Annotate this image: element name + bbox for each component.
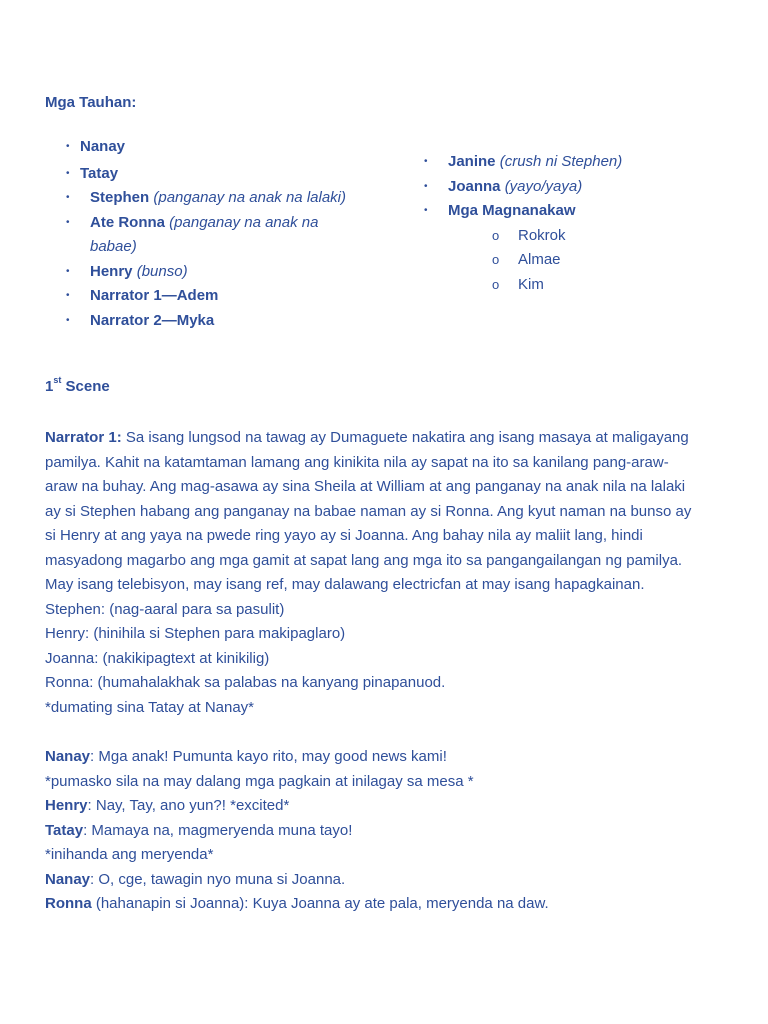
thief-name: Rokrok — [518, 226, 566, 244]
dialogue-text: : O, cge, tawagin nyo muna si Joanna. — [90, 870, 346, 888]
text-line: *dumating sina Tatay at Nanay* — [45, 698, 255, 716]
character-name: Narrator 1—Adem — [90, 287, 219, 304]
character-note: (panganay na anak na lalaki) — [153, 189, 346, 206]
dialogue-line — [45, 868, 735, 893]
character-name: Ate Ronna — [90, 213, 165, 231]
scene-title — [45, 375, 110, 395]
text-line: Ronna: (humahalakhak sa palabas na kanyang pinapanuod. — [45, 674, 446, 691]
character-name: Henry — [90, 262, 133, 280]
circle-bullet-icon: o — [492, 252, 500, 267]
list-item — [424, 199, 744, 224]
section-heading: Mga Tauhan: — [45, 94, 137, 111]
dialogue-line — [45, 892, 735, 917]
dialogue-line — [45, 794, 735, 819]
character-name: Joanna — [448, 177, 501, 195]
dialogue-line — [45, 745, 735, 770]
text-line: Joanna: (nakikipagtext at kinikilig) — [45, 649, 270, 667]
speaker-label: Nanay — [45, 870, 91, 888]
character-note: (bunso) — [136, 262, 188, 280]
text-line: si Henry at ang yaya na pwede ring yayo ay si Joanna. Ang bahay nila ay maliit lang, hindi — [45, 527, 643, 544]
speaker-label: Henry — [45, 797, 88, 814]
text-line: masyadong magarbo ang mga gamit at sapat lang ang mga ito sa pangangailangan ng pamilya. — [45, 551, 683, 569]
bullet-icon: • — [66, 290, 70, 301]
list-item — [424, 150, 744, 175]
text-line: May isang telebisyon, may isang ref, may dalawang electricfan at may isang hapagkainan. — [45, 576, 645, 593]
character-name: Stephen — [90, 189, 150, 206]
dialogue-text: : Mamaya na, magmeryenda muna tayo! — [83, 821, 353, 839]
dialogue-text: : Mga anak! Pumunta kayo rito, may good news kami! — [90, 748, 447, 765]
narration-first-line — [45, 426, 735, 451]
dialogue-text: (hahanapin si Joanna): Kuya Joanna ay ate pala, meryenda na daw. — [91, 895, 549, 912]
text-line: pamilya. Kahit na katamtaman lamang ang kinikita nila ay sapat na ito sa kanilang pang-araw- — [45, 453, 669, 471]
bullet-icon: • — [66, 192, 70, 203]
list-item — [66, 211, 386, 260]
sub-list-item — [494, 224, 744, 249]
text-line: Sa isang lungsod na tawag ay Dumaguete nakatira ang isang masaya at maligayang — [125, 429, 689, 446]
narration-block — [45, 426, 735, 720]
character-name: Nanay — [80, 138, 126, 155]
text-line: ay si Stephen habang ang panganay na babae naman ay si Ronna. Ang kyut naman na bunso ay — [45, 502, 692, 520]
speaker-label: Tatay — [45, 821, 84, 839]
character-name: Mga Magnanakaw — [448, 202, 576, 219]
dialogue-text: *inihanda ang meryenda* — [45, 846, 214, 863]
character-name: Tatay — [80, 164, 119, 182]
character-list-right — [424, 150, 744, 297]
bullet-icon: • — [66, 314, 70, 326]
list-item — [66, 135, 386, 160]
list-item — [66, 260, 386, 285]
list-item — [66, 284, 386, 309]
thief-name: Kim — [518, 275, 544, 293]
dialogue-line — [45, 819, 735, 844]
bullet-icon: • — [66, 141, 70, 152]
list-item — [66, 186, 386, 211]
dialogue-text: : Nay, Tay, ano yun?! *excited* — [87, 797, 290, 814]
dialogue-line — [45, 843, 735, 868]
scene-number: 1 — [45, 378, 54, 395]
speaker-label: Nanay — [45, 748, 91, 765]
character-name: Narrator 2—Myka — [90, 311, 215, 329]
dialogue-text: *pumasko sila na may dalang mga pagkain at inilagay sa mesa * — [45, 772, 474, 790]
bullet-icon: • — [424, 205, 428, 216]
character-note: (panganay na anak na — [169, 213, 319, 231]
character-list-left — [66, 135, 386, 333]
text-line: araw na buhay. Ang mag-asawa ay sina Sheila at William at ang panganay na anak nila na lalaki — [45, 478, 686, 495]
bullet-icon: • — [424, 156, 428, 167]
speaker-label: Narrator 1: — [45, 429, 122, 446]
list-item — [66, 309, 386, 334]
bullet-icon: • — [66, 216, 70, 228]
sub-list-item — [494, 248, 744, 273]
circle-bullet-icon: o — [492, 276, 500, 292]
speaker-label: Ronna — [45, 895, 92, 912]
bullet-icon: • — [66, 265, 70, 277]
scene-word: Scene — [65, 378, 110, 395]
character-note-continued: babae) — [90, 238, 137, 255]
thief-name: Almae — [518, 251, 561, 268]
bullet-icon: • — [424, 180, 428, 192]
text-line: Henry: (hinihila si Stephen para makipaglaro) — [45, 625, 346, 642]
character-name: Janine — [448, 153, 496, 170]
circle-bullet-icon: o — [492, 227, 500, 243]
bullet-icon: • — [66, 167, 70, 179]
list-item — [424, 175, 744, 200]
character-note: (yayo/yaya) — [504, 177, 583, 195]
dialogue-block — [45, 745, 735, 917]
scene-ordinal-suffix: st — [53, 375, 62, 385]
dialogue-line — [45, 770, 735, 795]
sub-list-item — [494, 273, 744, 298]
character-note: (crush ni Stephen) — [499, 153, 623, 170]
text-line: Stephen: (nag-aaral para sa pasulit) — [45, 600, 285, 618]
list-item — [66, 162, 386, 187]
